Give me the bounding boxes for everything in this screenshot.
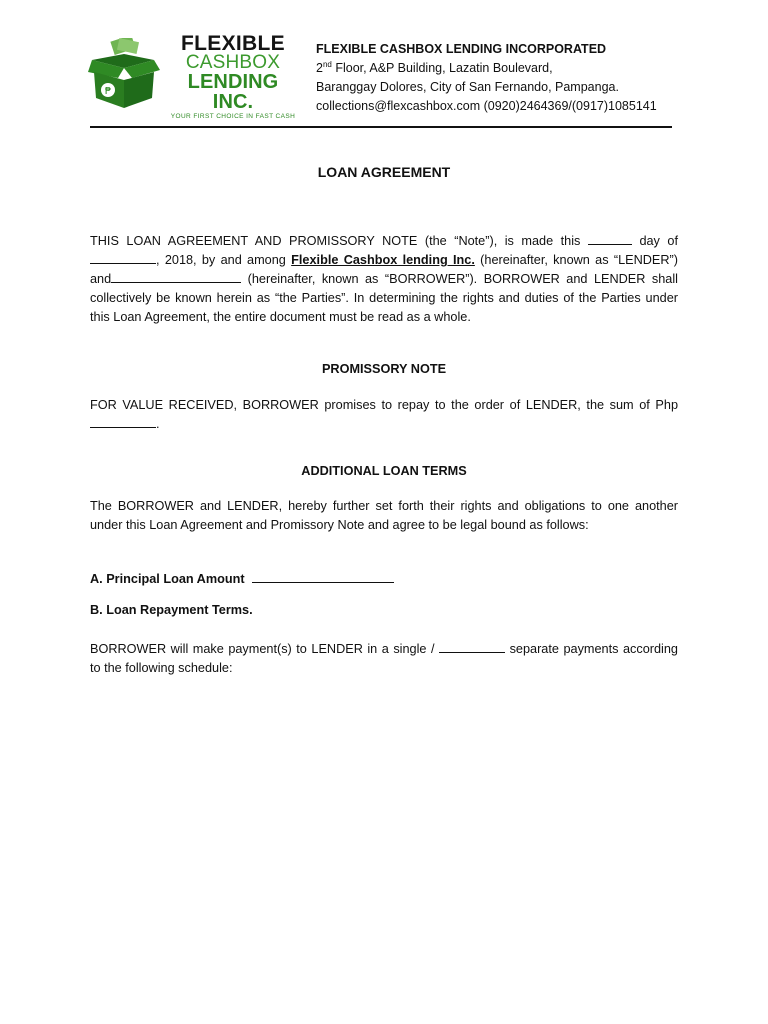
repayment-terms-text: BORROWER will make payment(s) to LENDER in a single / separate payments according to the following schedule:	[90, 642, 678, 675]
company-contact: collections@flexcashbox.com (0920)2464369/(0917)1085141	[316, 99, 657, 113]
company-logo	[88, 30, 300, 120]
company-name: FLEXIBLE CASHBOX LENDING INCORPORATED	[316, 42, 607, 56]
principal-amount-label: A. Principal Loan Amount	[90, 572, 245, 586]
promissory-note-heading: PROMISSORY NOTE	[321, 362, 447, 376]
additional-terms-text: The BORROWER and LENDER, hereby further set forth their rights and obligations to one another under this Loan Agreement and Promissory Note and agree to be legal bound as follows:	[90, 499, 678, 532]
lender-company-name: Flexible Cashbox lending Inc.	[291, 253, 475, 267]
cashbox-icon	[88, 38, 160, 108]
logo-word-cashbox: CASHBOX	[185, 52, 281, 73]
header-divider	[90, 126, 672, 128]
day-blank[interactable]	[588, 232, 632, 245]
company-info	[316, 40, 657, 116]
sum-amount-blank[interactable]	[90, 415, 156, 428]
payment-count-blank[interactable]	[439, 640, 505, 653]
additional-terms-heading: ADDITIONAL LOAN TERMS	[301, 464, 467, 478]
logo-word-flexible: FLEXIBLE	[181, 32, 285, 55]
intro-paragraph: THIS LOAN AGREEMENT AND PROMISSORY NOTE (the “Note”), is made this day of , 2018, by and among Flexible Cashbox lending Inc. (hereinafter, known as “LENDER”) and (hereinafter, known as “BORROWER”). BORROWER and LENDER shall collectively be known herein as “the Parties”. In determining the rights and duties of the Parties under this Loan Agreement, the entire document must be read as a whole.	[90, 234, 678, 324]
logo-tagline: YOUR FIRST CHOICE IN FAST CASH	[170, 113, 296, 120]
principal-amount-blank[interactable]	[252, 570, 394, 583]
document-title: LOAN AGREEMENT	[317, 164, 451, 180]
borrower-name-blank[interactable]	[111, 270, 241, 283]
company-address-line2: Baranggay Dolores, City of San Fernando, Pampanga.	[316, 80, 619, 94]
repayment-terms-label: B. Loan Repayment Terms.	[90, 603, 253, 617]
company-address-line1: 2nd Floor, A&P Building, Lazatin Boulevard,	[316, 59, 553, 75]
promissory-note-text: FOR VALUE RECEIVED, BORROWER promises to repay to the order of LENDER, the sum of Php .	[90, 398, 678, 431]
peso-coin-glyph: ₱	[104, 86, 112, 97]
principal-amount-row	[90, 570, 394, 586]
logo-word-lending: LENDING INC.	[187, 71, 279, 113]
month-blank[interactable]	[90, 251, 156, 264]
